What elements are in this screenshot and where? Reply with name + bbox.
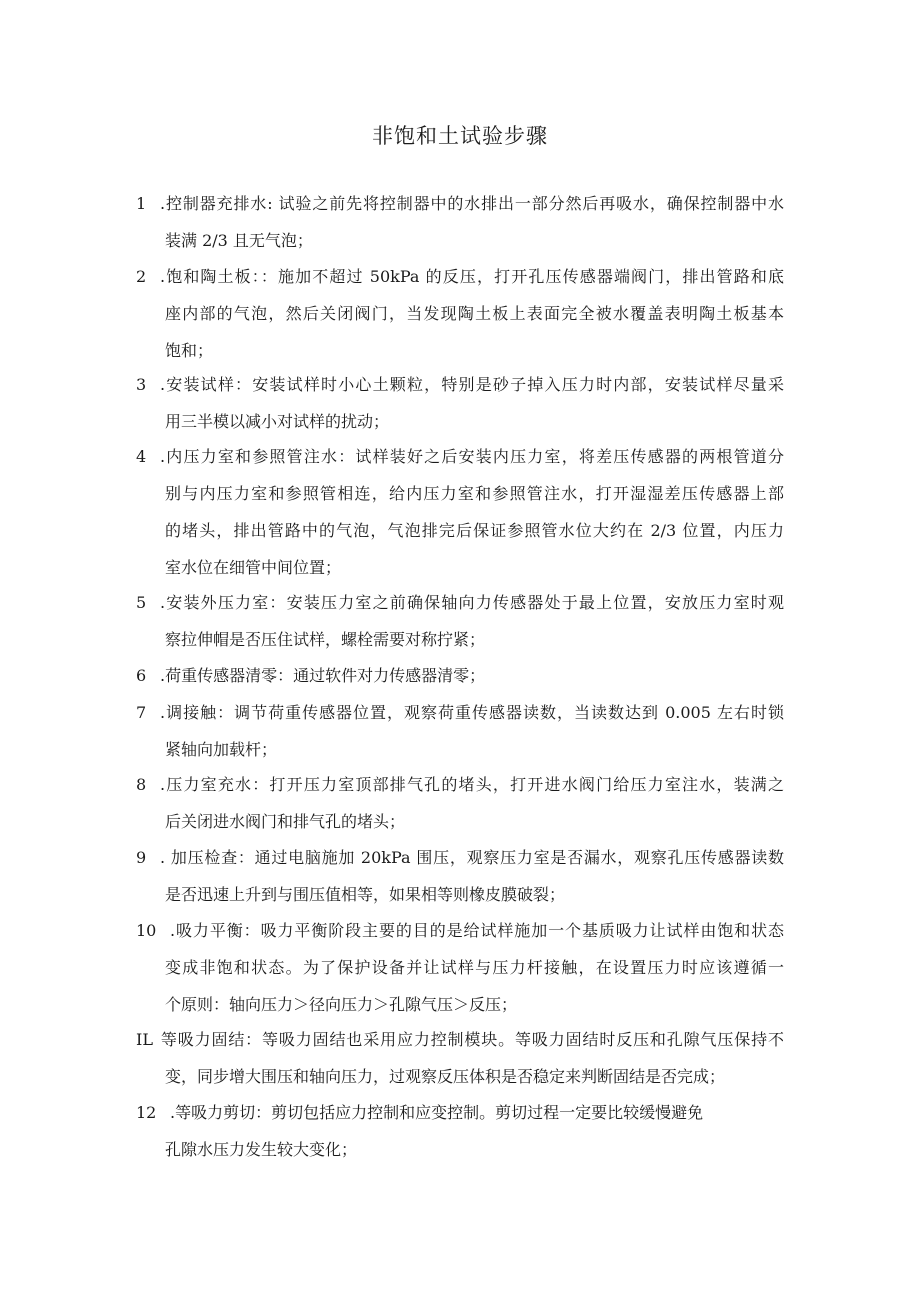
step-8 xyxy=(136,766,784,840)
step-number: 5 xyxy=(136,593,147,612)
step-text: 别与内压力室和参照管相连，给内压力室和参照管注水，打开湿湿差压传感器上部 xyxy=(165,484,784,503)
step-number: 2 xyxy=(136,267,147,286)
step-3 xyxy=(136,366,784,440)
step-text: 后关闭进水阀门和排气孔的堵头； xyxy=(165,812,406,831)
step-text: 等吸力固结：等吸力固结也采用应力控制模块。等吸力固结时反压和孔隙气压保持不 xyxy=(160,1030,784,1049)
step-text: 察拉伸帽是否压住试样，螺栓需要对称拧紧； xyxy=(165,630,486,649)
step-text: 变成非饱和状态。为了保护设备并让试样与压力杆接触，在设置压力时应该遵循一 xyxy=(165,958,784,977)
step-text: .调接触：调节荷重传感器位置，观察荷重传感器读数，当读数达到 0.005 左右时锁 xyxy=(160,703,784,722)
step-text: 装满 2/3 且无气泡； xyxy=(165,231,313,250)
step-9 xyxy=(136,839,784,913)
step-number: 4 xyxy=(136,447,147,466)
step-text: .吸力平衡：吸力平衡阶段主要的目的是给试样施加一个基质吸力让试样由饱和状态 xyxy=(170,921,784,940)
step-5 xyxy=(136,584,784,658)
step-text: .饱和陶土板：：施加不超过 50kPa 的反压，打开孔压传感器端阀门，排出管路和底 xyxy=(160,267,784,286)
step-text: 是否迅速上升到与围压值相等，如果相等则橡皮膜破裂； xyxy=(165,885,566,904)
step-text: 饱和； xyxy=(165,341,214,360)
step-text: 的堵头，排出管路中的气泡，气泡排完后保证参照管水位大约在 2/3 位置，内压力 xyxy=(165,521,784,540)
step-number: 3 xyxy=(136,375,147,394)
step-number: 1 xyxy=(136,194,147,213)
step-number: 12 xyxy=(136,1103,157,1122)
step-number: IL xyxy=(136,1030,153,1049)
step-number: 6 xyxy=(136,666,147,685)
step-text: .控制器充排水: 试验之前先将控制器中的水排出一部分然后再吸水，确保控制器中水 xyxy=(160,194,784,213)
step-12 xyxy=(136,1094,784,1168)
step-number: 8 xyxy=(136,775,147,794)
step-6 xyxy=(136,657,784,694)
step-7 xyxy=(136,694,784,768)
step-text: .内压力室和参照管注水：试样装好之后安装内压力室，将差压传感器的两根管道分 xyxy=(160,447,784,466)
step-text: 室水位在细管中间位置； xyxy=(165,558,342,577)
step-number: 7 xyxy=(136,703,147,722)
step-text: .压力室充水：打开压力室顶部排气孔的堵头，打开进水阀门给压力室注水，装满之 xyxy=(160,775,784,794)
step-text: .安装试样：安装试样时小心土颗粒，特别是砂子掉入压力时内部，安装试样尽量采 xyxy=(160,375,784,394)
step-text: 座内部的气泡，然后关闭阀门，当发现陶土板上表面完全被水覆盖表明陶土板基本 xyxy=(165,304,784,323)
step-text: .等吸力剪切：剪切包括应力控制和应变控制。剪切过程一定要比较缓慢避免 xyxy=(170,1103,704,1122)
step-1 xyxy=(136,185,784,259)
step-text: .安装外压力室：安装压力室之前确保轴向力传感器处于最上位置，安放压力室时观 xyxy=(160,593,784,612)
step-text: 用三半模以减小对试样的扰动； xyxy=(165,412,390,431)
step-number: 10 xyxy=(136,921,157,940)
document-title: 非饱和土试验步骤 xyxy=(372,124,548,148)
step-4 xyxy=(136,438,784,586)
step-text: . 加压检查：通过电脑施加 20kPa 围压，观察压力室是否漏水，观察孔压传感器读数 xyxy=(160,848,784,867)
step-text: 个原则：轴向压力＞径向压力＞孔隙气压＞反压； xyxy=(165,995,518,1014)
step-2 xyxy=(136,258,784,369)
step-11 xyxy=(136,1021,784,1095)
step-text: 变，同步增大围压和轴向压力，过观察反压体积是否稳定来判断固结是否完成； xyxy=(165,1067,726,1086)
step-10 xyxy=(136,912,784,1023)
step-text: 孔隙水压力发生较大变化； xyxy=(165,1140,358,1159)
step-text: .荷重传感器清零：通过软件对力传感器清零； xyxy=(160,666,486,685)
step-text: 紧轴向加载杆； xyxy=(165,740,278,759)
step-number: 9 xyxy=(136,848,147,867)
